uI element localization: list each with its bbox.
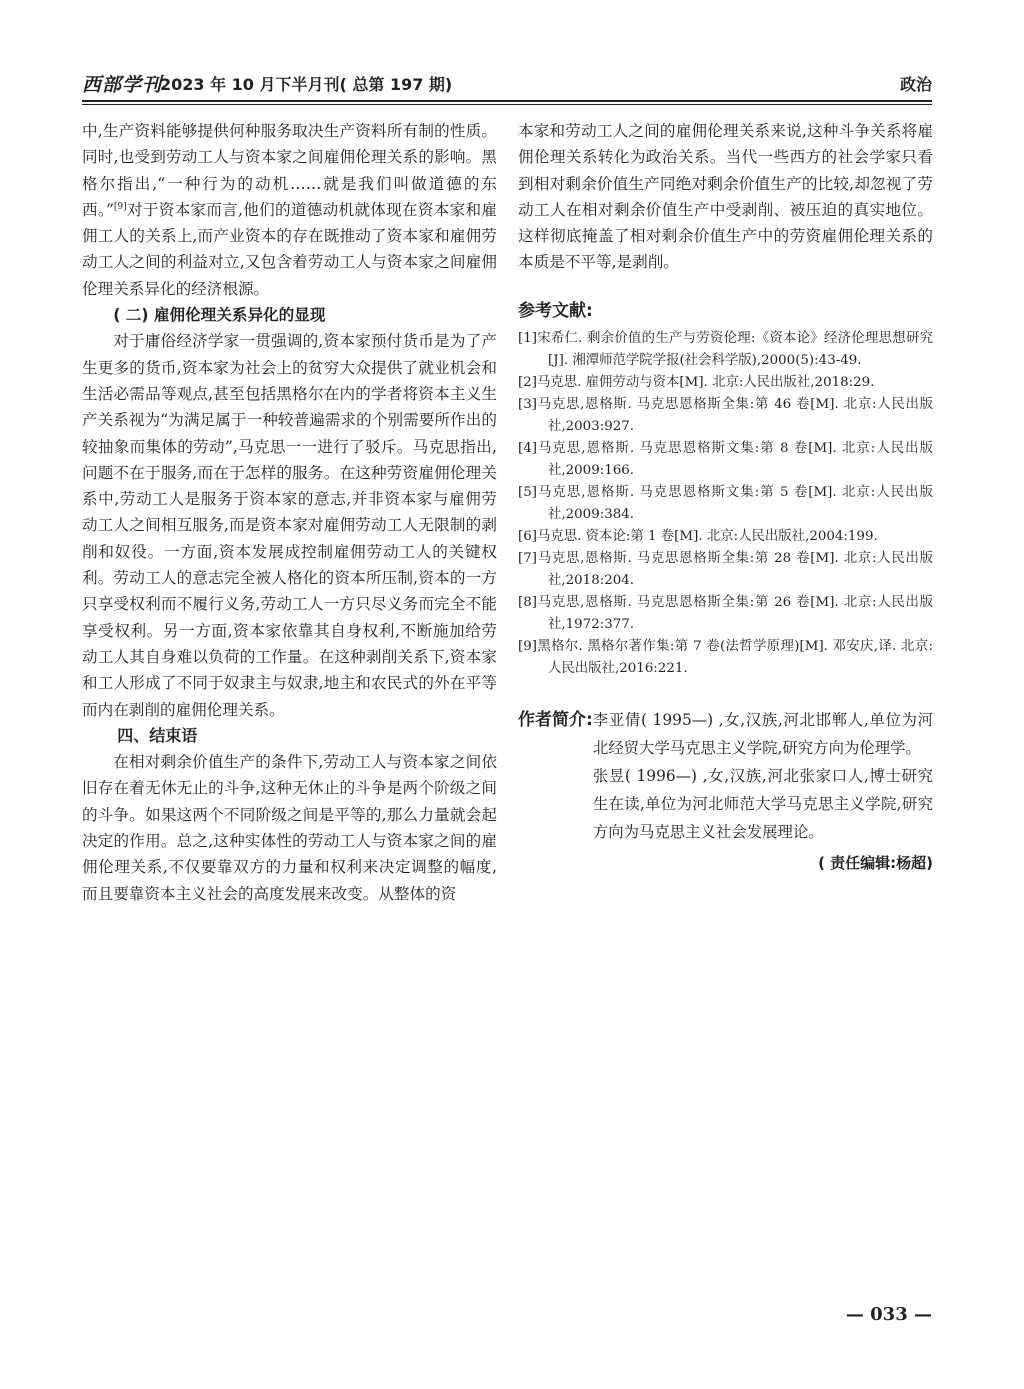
citation-marker: [9] <box>113 201 127 212</box>
reference-item: [7]马克思,恩格斯. 马克思恩格斯全集:第 28 卷[M]. 北京:人民出版社,2018:204. <box>518 551 933 589</box>
issue-info: 2023 年 10 月下半月刊( 总第 197 期) <box>160 75 453 94</box>
header-rule-thick <box>82 100 932 102</box>
responsible-editor: ( 责任编辑:杨超) <box>818 854 933 873</box>
left-column <box>82 118 497 907</box>
header-rule-thin <box>82 104 932 105</box>
author-entry: 张昱( 1996—) ,女,汉族,河北张家口人,博士研究生在读,单位为河北师范大学马克思主义学院,研究方向为马克思主义社会发展理论。 <box>592 767 933 842</box>
paragraph-continuation: 中,生产资料能够提供何种服务取决生产资料所有制的性质。同时,也受到劳动工人与资本家之间雇佣伦理关系的影响。黑格尔指出,“一种行为的动机……就是我们叫做道德的东西。”[9]对于资本家而言,他们的道德动机就体现在资本家和雇佣工人的关系上,而产业资本的存在既推动了资本家和雇佣劳动工人之间的利益对立,又包含着劳动工人与资本家之间雇佣伦理关系异化的经济根源。 <box>82 122 497 298</box>
right-column <box>518 118 933 876</box>
reference-item: [4]马克思,恩格斯. 马克思恩格斯文集:第 8 卷[M]. 北京:人民出版社,2009:166. <box>518 441 933 479</box>
section-heading: 四、结束语 <box>117 725 198 745</box>
reference-item: [8]马克思,恩格斯. 马克思恩格斯全集:第 26 卷[M]. 北京:人民出版社,1972:377. <box>518 595 933 633</box>
page-header <box>82 68 932 98</box>
author-bio <box>518 706 933 846</box>
reference-item: [1]宋希仁. 剩余价值的生产与劳资伦理:《资本论》经济伦理思想研究[J]. 湘潭师范学院学报(社会科学版),2000(5):43-49. <box>518 331 933 369</box>
paragraph: 对于庸俗经济学家一贯强调的,资本家预付货币是为了产生更多的货币,资本家为社会上的贫穷大众提供了就业机会和生活必需品等观点,甚至包括黑格尔在内的学者将资本主义生产关系视为“为满足属于一种较普遍需求的个别需要所作出的较抽象而集体的劳动”,马克思一一进行了驳斥。马克思指出,问题不在于服务,而在于怎样的服务。在这种劳资雇佣伦理关系中,劳动工人是服务于资本家的意志,并非资本家与雇佣劳动工人之间相互服务,而是资本家对雇佣劳动工人无限制的剥削和奴役。一方面,资本发展成控制雇佣劳动工人的关键权利。劳动工人的意志完全被人格化的资本所压制,资本的一方只享受权利而不履行义务,劳动工人一方只尽义务而完全不能享受权利。另一方面,资本家依靠其自身权利,不断施加给劳动工人其自身难以负荷的工作量。在这种剥削关系下,资本家和工人形成了不同于奴隶主与奴隶,地主和农民式的外在平等而内在剥削的雇佣伦理关系。 <box>82 332 497 719</box>
paragraph-continuation: 本家和劳动工人之间的雇佣伦理关系来说,这种斗争关系将雇佣伦理关系转化为政治关系。当代一些西方的社会学家只看到相对剩余价值生产同绝对剩余价值生产的比较,却忽视了劳动工人在相对剩余价值生产中受剥削、被压迫的真实地位。这样彻底掩盖了相对剩余价值生产中的劳资雇佣伦理关系的本质是不平等,是剥削。 <box>518 122 933 272</box>
page-number: — 033 — <box>845 1304 932 1325</box>
author-body <box>593 706 933 846</box>
subsection-heading: ( 二) 雇佣伦理关系异化的显现 <box>113 306 326 325</box>
reference-item: [9]黑格尔. 黑格尔著作集:第 7 卷(法哲学原理)[M]. 邓安庆,译. 北京:人民出版社,2016:221. <box>518 639 933 677</box>
reference-item: [6]马克思. 资本论:第 1 卷[M]. 北京:人民出版社,2004:199. <box>518 529 878 545</box>
paragraph: 在相对剩余价值生产的条件下,劳动工人与资本家之间依旧存在着无休无止的斗争,这种无休止的斗争是两个阶级之间的斗争。如果这两个不同阶级之间是平等的,那么力量就会起决定的作用。总之,这种实体性的劳动工人与资本家之间的雇佣伦理关系,不仅要靠双方的力量和权利来决定调整的幅度,而且要靠资本主义社会的高度发展来改变。从整体的资 <box>82 753 497 903</box>
reference-list <box>518 328 933 680</box>
journal-logo: 西部学刊 <box>82 74 163 96</box>
references-title: 参考文献: <box>518 300 593 321</box>
author-entry: 李亚倩( 1995—) ,女,汉族,河北邯郸人,单位为河北经贸大学马克思主义学院,研究方向为伦理学。 <box>592 711 933 758</box>
reference-item: [2]马克思. 雇佣劳动与资本[M]. 北京:人民出版社,2018:29. <box>518 375 875 391</box>
reference-item: [3]马克思,恩格斯. 马克思恩格斯全集:第 46 卷[M]. 北京:人民出版社,2003:927. <box>518 397 933 435</box>
section-name: 政治 <box>899 75 932 94</box>
reference-item: [5]马克思,恩格斯. 马克思恩格斯文集:第 5 卷[M]. 北京:人民出版社,2009:384. <box>518 485 933 523</box>
author-label: 作者简介: <box>518 710 593 731</box>
